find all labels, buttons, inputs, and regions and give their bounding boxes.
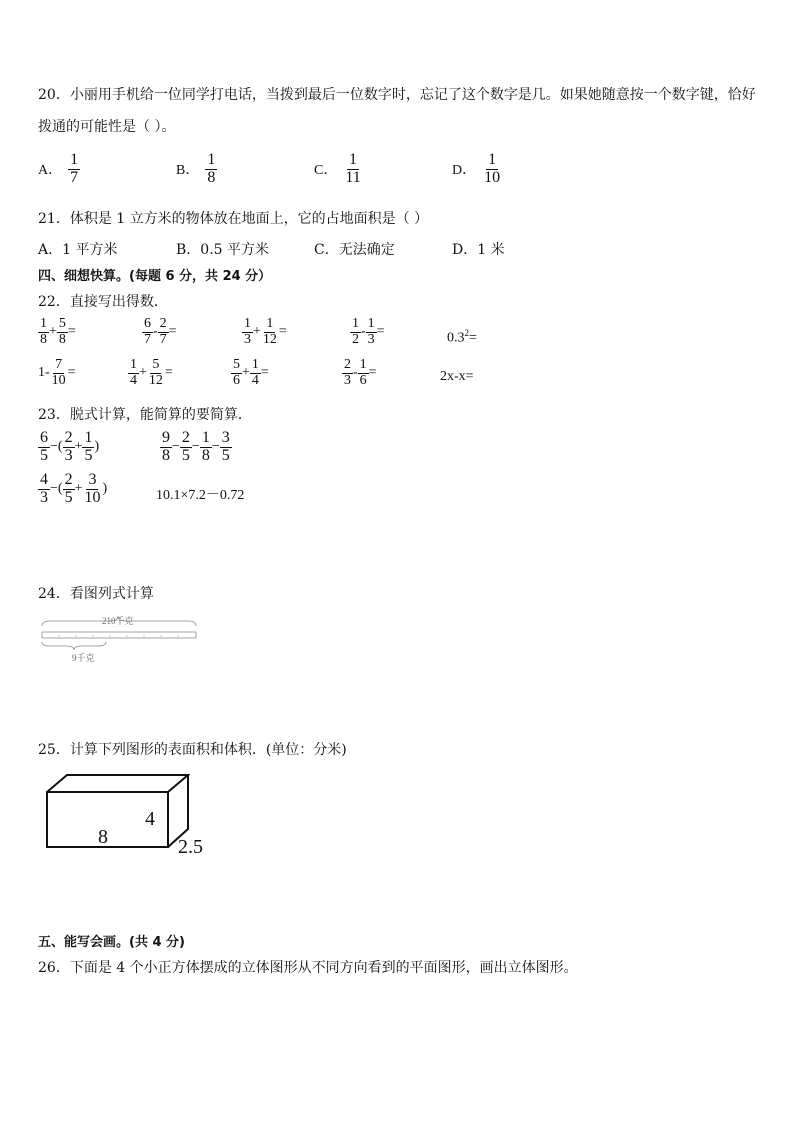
q21-option-b[interactable]: B．0.5 平方米: [176, 242, 270, 258]
q23-text: 23．脱式计算，能简算的要简算．: [38, 407, 252, 423]
q23-expr-1: $\frac{6}{5}$ − ( $\frac{2}{3}$ + $\frac{1}{5}$ ): [40, 429, 100, 464]
section-4-heading: 四、细想快算。(每题 6 分，共 24 分）: [38, 269, 272, 284]
fraction: $\frac{1}{11}$: [345, 151, 361, 186]
q24-top-label: 210千克: [102, 616, 134, 626]
fraction: $\frac{1}{10}$: [484, 151, 501, 186]
q21-option-a[interactable]: A．1 平方米: [38, 242, 118, 258]
q22-expr-3: $\frac{1}{3}$ + $\frac{1}{12}$ =: [244, 316, 287, 347]
q26-text: 26．下面是 4 个小正方体摆成的立体图形从不同方向看到的平面图形，画出立体图形。: [38, 960, 578, 976]
q25-text: 25．计算下列图形的表面积和体积．(单位：分米): [38, 742, 347, 758]
q22-expr-7: $\frac{1}{4}$ + $\frac{5}{12}$ =: [130, 357, 173, 388]
q22-expr-5: $0.3^2=$: [447, 328, 477, 346]
section-5-heading: 五、能写会画。(共 4 分): [38, 935, 185, 950]
q22-expr-2: $\frac{6}{7}$ - $\frac{2}{7}$ =: [144, 316, 177, 347]
q24-bottom-label: 9千克: [72, 653, 95, 663]
q23-expr-2: $\frac{9}{8}$ − $\frac{2}{5}$ − $\frac{1}{8}$ − $\frac{3}{5}$: [162, 429, 230, 464]
cuboid-diagram: [42, 772, 190, 852]
q22-text: 22．直接写出得数．: [38, 294, 168, 310]
q20-line1: 20．小丽用手机给一位同学打电话，当拨到最后一位数字时，忘记了这个数字是几。如果她随意按一个数字键，恰好: [38, 87, 756, 103]
q22-expr-9: $\frac{2}{3}$ - $\frac{1}{6}$ =: [344, 357, 377, 388]
q24-text: 24．看图列式计算: [38, 586, 154, 602]
q22-expr-10: 2x-x=: [440, 369, 474, 384]
cuboid-height-label: 4: [145, 808, 155, 830]
q22-expr-4: $\frac{1}{2}$ - $\frac{1}{3}$ =: [352, 316, 385, 347]
q23-expr-4: 10.1×7.2－0.72: [156, 488, 245, 503]
q22-expr-1: $\frac{1}{8}$ + $\frac{5}{8}$ =: [40, 316, 76, 347]
q20-line2: 拨通的可能性是（ ）。: [38, 119, 176, 135]
q20-option-b[interactable]: B． $\frac{1}{8}$: [176, 151, 216, 186]
q22-expr-8: $\frac{5}{6}$ + $\frac{1}{4}$ =: [233, 357, 269, 388]
q23-expr-3: $\frac{4}{3}$ − ( $\frac{2}{5}$ + $\frac{3}{10}$ ): [40, 471, 108, 506]
q20-option-d[interactable]: D． $\frac{1}{10}$: [452, 151, 501, 186]
q22-expr-6: 1- $\frac{7}{10}$ =: [38, 357, 76, 388]
q21-text: 21．体积是 1 立方米的物体放在地面上，它的占地面积是（ ）: [38, 211, 429, 227]
fraction: $\frac{1}{7}$: [70, 151, 79, 186]
cuboid-length-label: 8: [98, 826, 108, 848]
q21-option-c[interactable]: C．无法确定: [314, 242, 395, 258]
fraction: $\frac{1}{8}$: [207, 151, 216, 186]
q20-option-c[interactable]: C． $\frac{1}{11}$: [314, 151, 361, 186]
q20-option-a[interactable]: A． $\frac{1}{7}$: [38, 151, 79, 186]
q21-option-d[interactable]: D．1 米: [452, 242, 505, 258]
cuboid-width-label: 2.5: [178, 836, 203, 858]
